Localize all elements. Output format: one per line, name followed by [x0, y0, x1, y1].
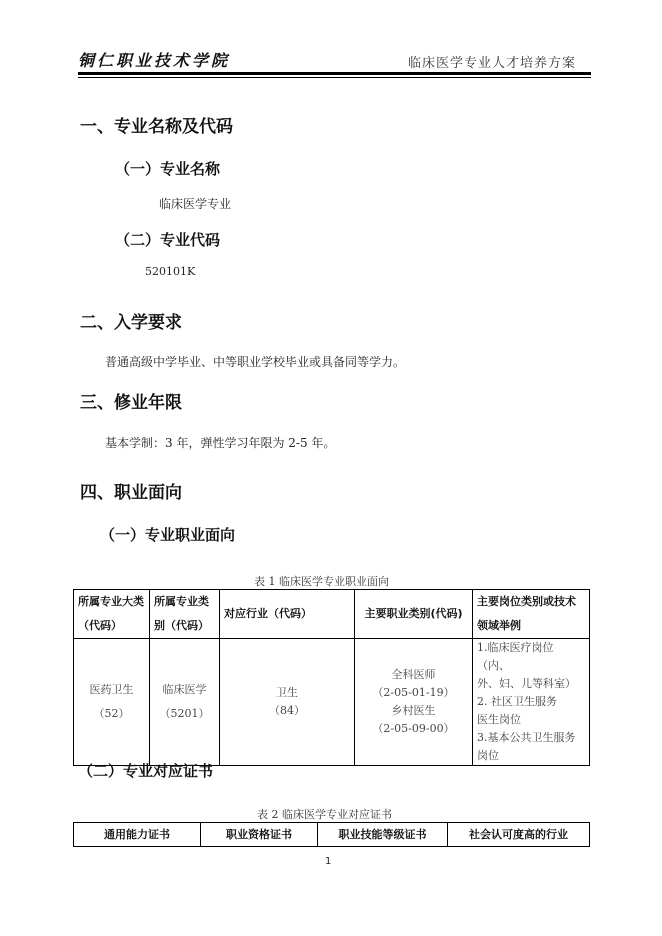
section-1-sub2-title: （二）专业代码 [115, 231, 221, 249]
section-4-sub2-title: （二）专业对应证书 [78, 762, 214, 780]
section-2-title: 二、入学要求 [80, 313, 182, 333]
col-header-general-cert: 通用能力证书 [74, 823, 201, 847]
header-document-title: 临床医学专业人才培养方案 [408, 56, 577, 71]
col-header-industry: 对应行业（代码） [220, 590, 355, 639]
career-orientation-table [73, 589, 590, 766]
section-3-title: 三、修业年限 [80, 393, 182, 413]
page-number: 1 [325, 856, 332, 867]
cell-occupation: 全科医师 （2-05-01-19） 乡村医生 （2-05-09-00） [355, 639, 473, 766]
cell-major-category: 医药卫生 （52） [74, 639, 150, 766]
major-name-text: 临床医学专业 [159, 197, 232, 211]
section-4-title: 四、职业面向 [80, 483, 182, 503]
admission-text: 普通高级中学毕业、中等职业学校毕业或具备同等学力。 [105, 355, 406, 369]
section-4-sub1-title: （一）专业职业面向 [100, 526, 236, 544]
header-institution: 铜仁职业技术学院 [78, 51, 231, 70]
cell-industry: 卫生 （84） [220, 639, 355, 766]
duration-text: 基本学制：3 年，弹性学习年限为 2-5 年。 [105, 436, 336, 450]
col-header-qualification-cert: 职业资格证书 [201, 823, 318, 847]
section-1-sub1-title: （一）专业名称 [115, 160, 221, 178]
col-header-occupation: 主要职业类别(代码) [355, 590, 473, 639]
section-1-title: 一、专业名称及代码 [80, 117, 233, 137]
major-code-text: 520101K [145, 265, 196, 278]
header-rule-thin [78, 77, 591, 78]
col-header-industry-cert: 社会认可度高的行业 [448, 823, 590, 847]
col-header-major-category: 所属专业大类（代码） [74, 590, 150, 639]
col-header-major-class: 所属专业类别（代码） [150, 590, 220, 639]
table-1-caption: 表 1 临床医学专业职业面向 [254, 575, 389, 588]
col-header-skill-level-cert: 职业技能等级证书 [318, 823, 448, 847]
header-rule-thick [78, 72, 591, 75]
col-header-positions: 主要岗位类别或技术领域举例 [473, 590, 590, 639]
cell-major-class: 临床医学 （5201） [150, 639, 220, 766]
cell-positions: 1.临床医疗岗位（内、 外、妇、儿等科室） 2. 社区卫生服务 医生岗位 3.基本公共卫生服务 岗位 [473, 639, 590, 766]
table-row [74, 639, 590, 766]
certificates-table [73, 822, 590, 847]
table-header-row [74, 590, 590, 639]
table-header-row [74, 823, 590, 847]
table-2-caption: 表 2 临床医学专业对应证书 [257, 808, 392, 821]
